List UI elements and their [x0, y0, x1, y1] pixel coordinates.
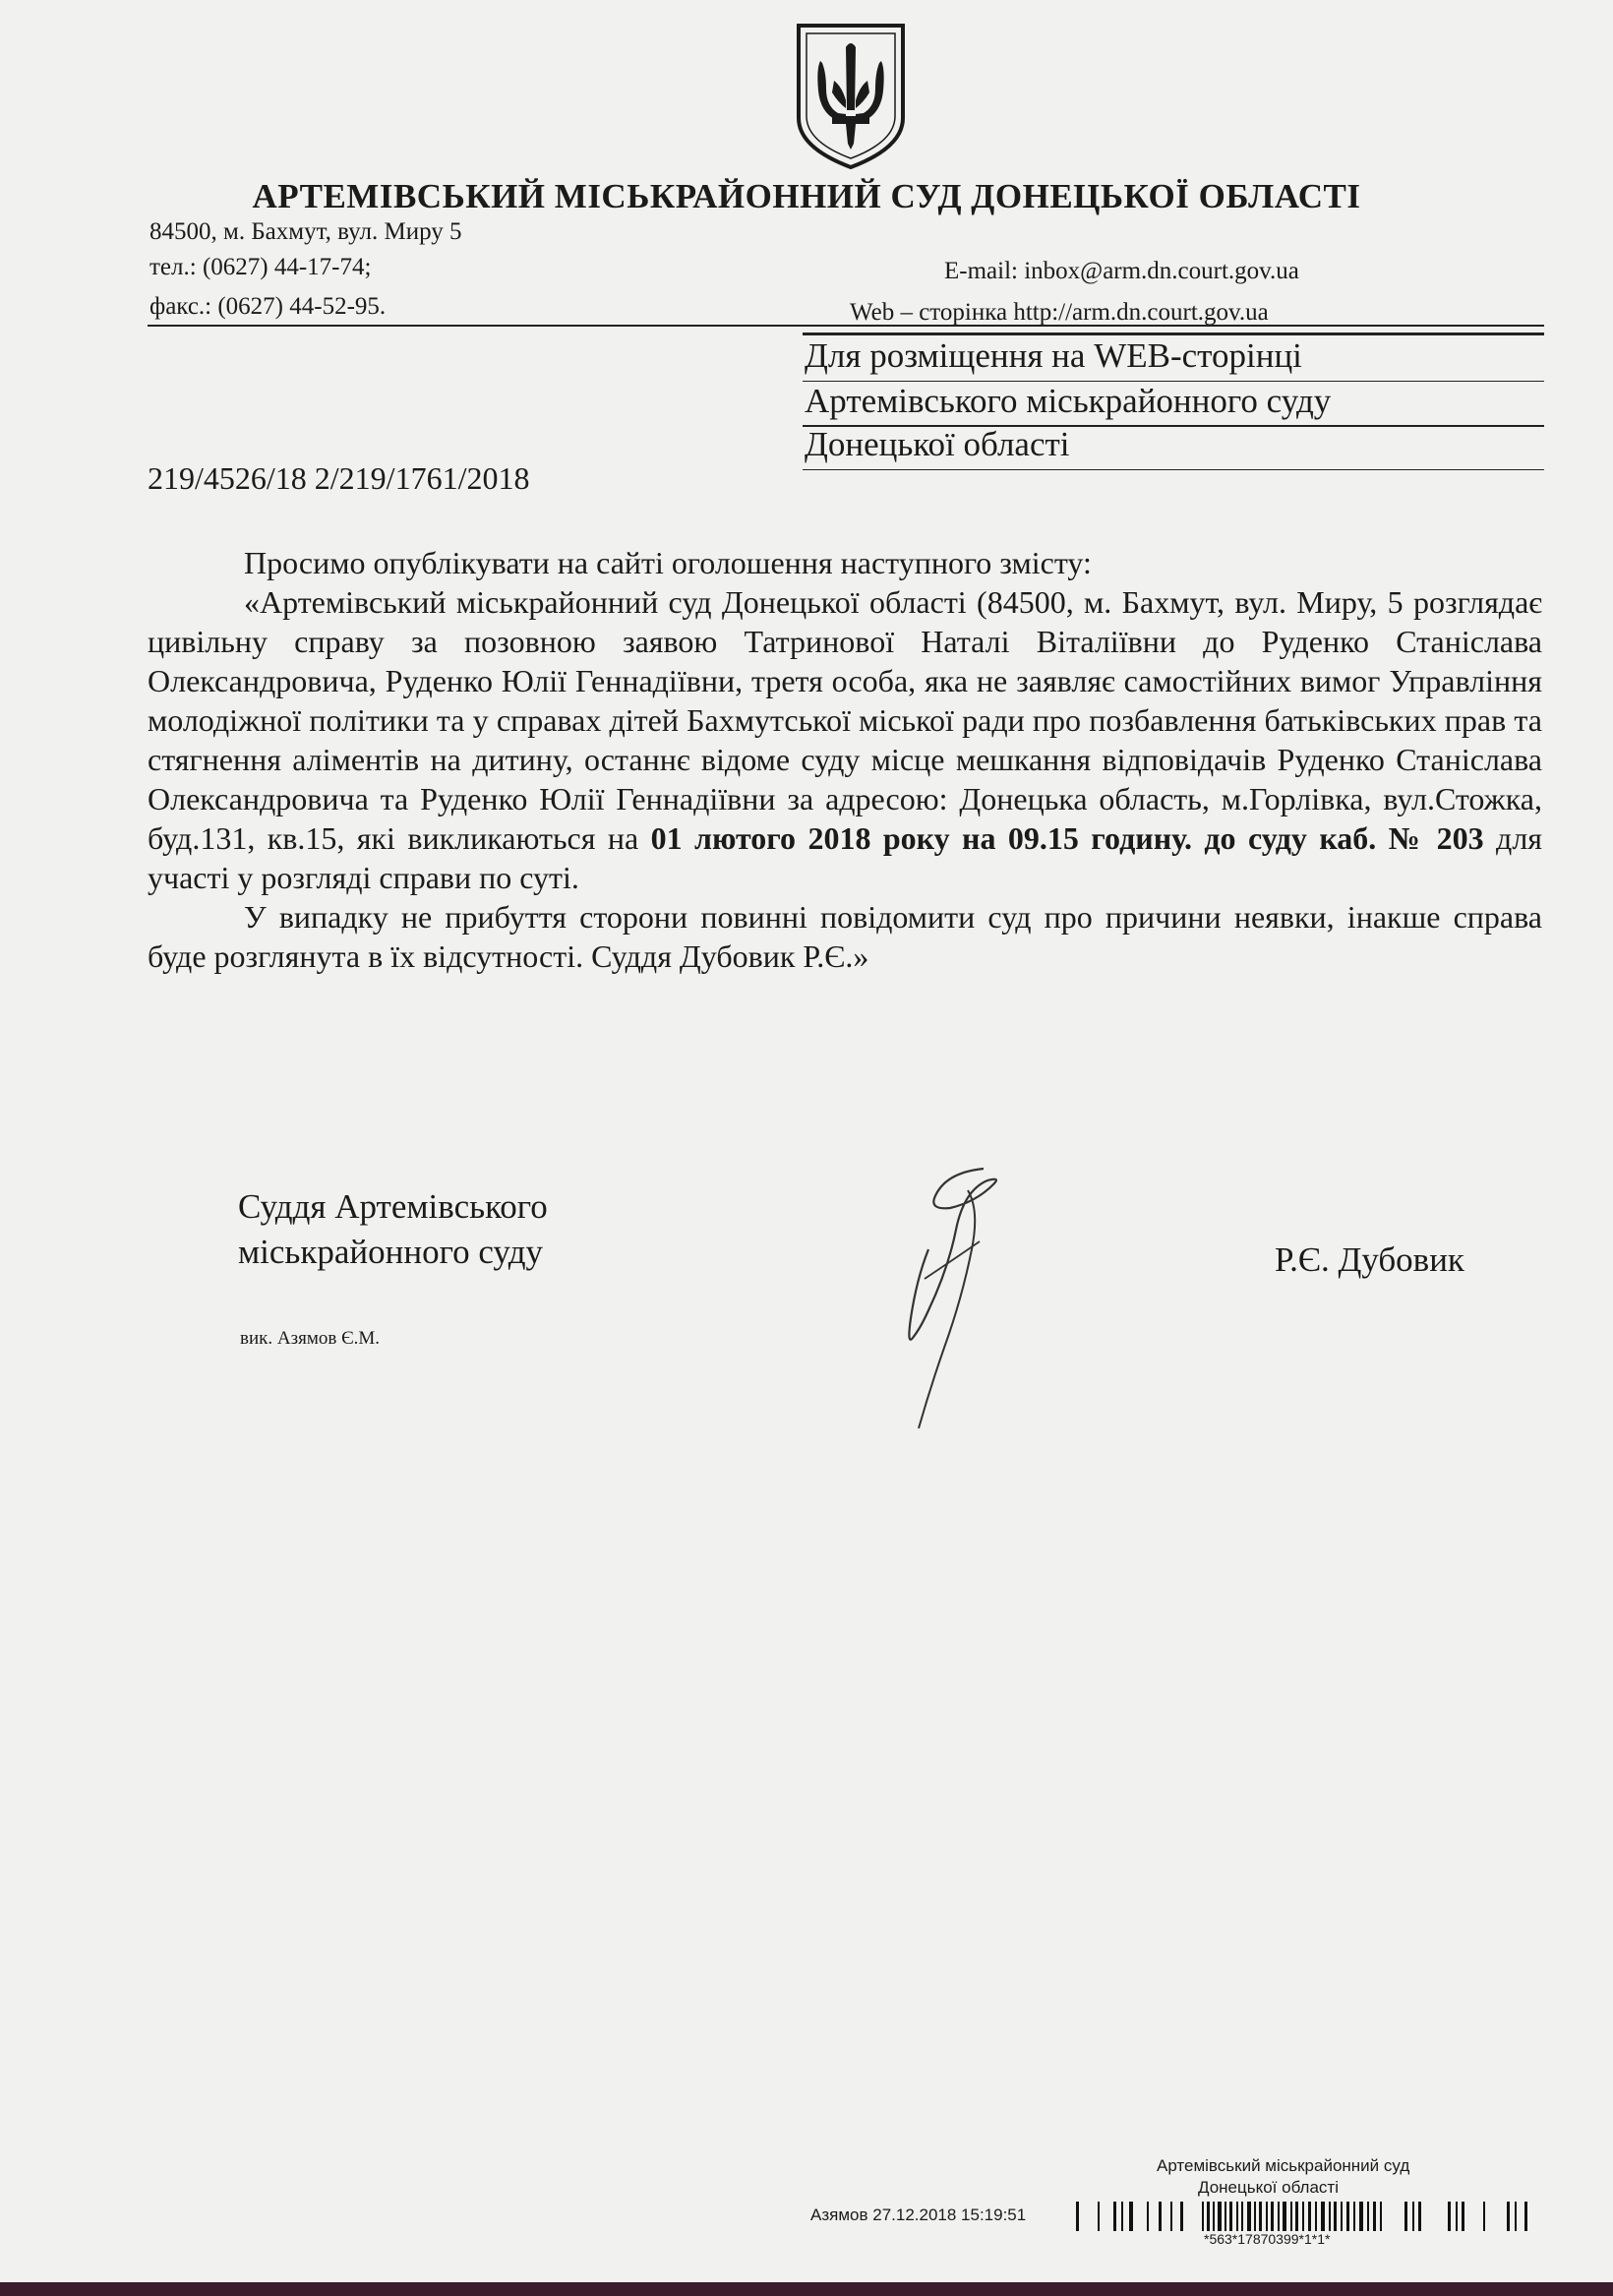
signer-title-line-1: Суддя Артемівського: [238, 1187, 548, 1226]
recipient-rule-3: [803, 469, 1544, 470]
executor-note: вик. Азямов Є.М.: [240, 1328, 381, 1349]
registration-stamp: Азямов 27.12.2018 15:19:51: [810, 2205, 1027, 2224]
signer-title-line-2: міськрайонного суду: [238, 1233, 544, 1271]
handwritten-signature-icon: [885, 1151, 1033, 1436]
warning-paragraph: У випадку не прибуття сторони повинні повідомити суд про причини неявки, інакше справа буде розглянута в їх відсутності. Суддя Дубовик Р.Є.»: [148, 899, 1542, 974]
recipient-line-2: Артемівського міськрайонного суду: [805, 382, 1332, 420]
header-divider: [148, 325, 1544, 327]
case-number: 219/4526/18 2/219/1761/2018: [148, 460, 530, 496]
notice-text-part-2: для участі у розгляді справи по суті.: [148, 820, 1543, 895]
recipient-top-rule: [803, 332, 1544, 335]
notice-body: [148, 543, 1542, 976]
notice-paragraph: [148, 582, 1542, 897]
coat-of-arms-trident-icon: [793, 22, 909, 171]
stamp-region: Донецької області: [1198, 2178, 1339, 2197]
scan-bottom-edge: [0, 2282, 1613, 2296]
court-phone: тел.: (0627) 44-17-74;: [149, 254, 372, 280]
court-address: 84500, м. Бахмут, вул. Миру 5: [149, 218, 462, 245]
court-title: АРТЕМІВСЬКИЙ МІСЬКРАЙОННИЙ СУД ДОНЕЦЬКОЇ ОБЛАСТІ: [252, 177, 1361, 215]
recipient-line-1: Для розміщення на WEB-сторінці: [805, 336, 1302, 375]
hearing-datetime: 01 лютого 2018 року на 09.15 годину. до суду каб. № 203: [650, 820, 1484, 856]
stamp-court-name: Артемівський міськрайонний суд: [1157, 2156, 1410, 2175]
court-website: Web – сторінка http://arm.dn.court.gov.ua: [850, 299, 1269, 326]
intro-paragraph: Просимо опублікувати на сайті оголошення наступного змісту:: [244, 545, 1092, 580]
recipient-line-3: Донецької області: [805, 425, 1070, 463]
court-email: E-mail: inbox@arm.dn.court.gov.ua: [944, 258, 1299, 284]
court-fax: факс.: (0627) 44-52-95.: [149, 293, 387, 320]
signer-name: Р.Є. Дубовик: [1275, 1240, 1464, 1279]
notice-text-part-1: «Артемівський міськрайонний суд Донецької області (84500, м. Бахмут, вул. Миру, 5 розглядає цивільну справу за позовною заявою Татринової Наталі Віталіївни до Руденко Станіслава Олександровича, Руденко Юлії Геннадіївни, третя особа, яка не заявляє самостійних вимог Управління молодіжної політики та у справах дітей Бахмутської міської ради про позбавлення батьківських прав та стягнення аліментів на дитину, останнє відоме суду місце мешкання відповідачів Руденко Станіслава Олександровича та Руденко Юлії Геннадіївни за адресою: Донецька область, м.Горлівка, вул.Стожка, буд.131, кв.15, які викликаються на: [148, 584, 1542, 856]
barcode-number: *563*17870399*1*1*: [1204, 2231, 1331, 2247]
